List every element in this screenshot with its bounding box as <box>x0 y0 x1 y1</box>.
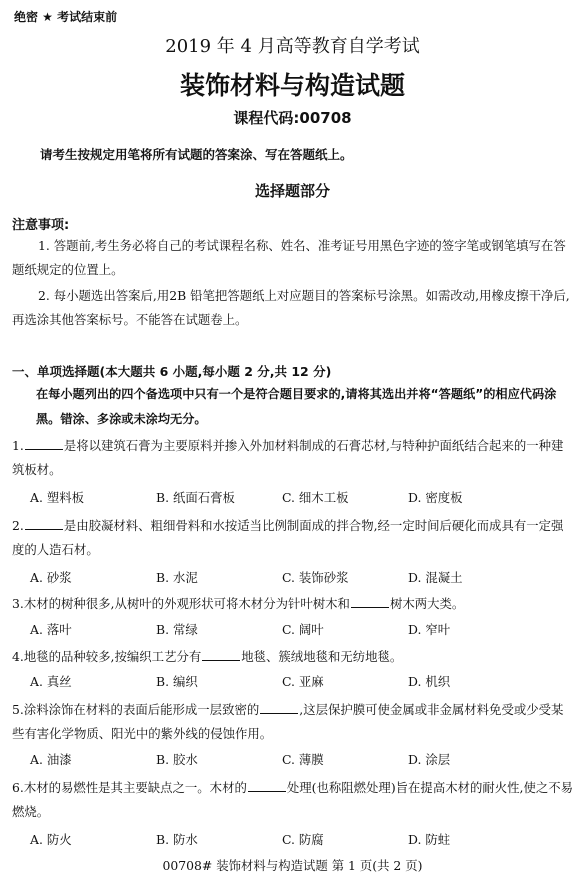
options-4 <box>30 672 570 696</box>
option-c: C. 阔叶 <box>282 622 324 637</box>
options-1 <box>30 488 570 512</box>
answer-blank <box>25 435 63 450</box>
page-footer: 00708# 装饰材料与构造试题 第 1 页(共 2 页) <box>162 858 423 873</box>
page-title: 装饰材料与构造试题 <box>179 71 405 100</box>
question-text-after: 处理(也称阻燃处理)旨在提高木材的耐火性,使之不易燃烧。 <box>12 780 574 819</box>
answer-blank <box>260 699 298 714</box>
option-c: C. 防腐 <box>282 832 324 847</box>
option-b: B. 防水 <box>156 832 198 847</box>
answer-blank <box>25 515 63 530</box>
options-2 <box>30 568 570 592</box>
option-a: A. 塑料板 <box>30 490 84 505</box>
answer-blank <box>248 777 286 792</box>
part-heading: 一、单项选择题(本大题共 6 小题,每小题 2 分,共 12 分) <box>12 364 332 379</box>
question-6 <box>12 776 574 824</box>
options-5 <box>30 750 570 774</box>
section-title: 选择题部分 <box>254 182 330 200</box>
option-d: D. 涂层 <box>408 752 451 767</box>
question-number: 3. <box>12 596 24 611</box>
question-text-before: 木材的树种很多,从树叶的外观形状可将木材分为针叶树木和 <box>23 596 350 611</box>
option-d: D. 机织 <box>408 674 451 689</box>
question-number: 5. <box>12 702 24 717</box>
notice-item-1: 1. 答题前,考生务必将自己的考试课程名称、姓名、准考证号用黑色字迹的签字笔或钢笔填写在答题纸规定的位置上。 <box>12 238 566 277</box>
notice-item-2: 2. 每小题选出答案后,用2B 铅笔把答题纸上对应题目的答案标号涂黑。如需改动,用橡皮擦干净后,再选涂其他答案标号。不能答在试题卷上。 <box>12 288 570 327</box>
part-description: 在每小题列出的四个备选项中只有一个是符合题目要求的,请将其选出并将“答题纸”的相应代码涂黑。错涂、多涂或未涂均无分。 <box>36 387 557 426</box>
exam-date: 2019 年 4 月高等教育自学考试 <box>165 36 420 57</box>
question-4 <box>12 645 574 669</box>
course-code: 课程代码:00708 <box>233 109 352 127</box>
question-5 <box>12 698 574 746</box>
option-c: C. 亚麻 <box>282 674 324 689</box>
notice-heading: 注意事项: <box>12 218 70 233</box>
option-a: A. 砂浆 <box>30 570 72 585</box>
question-text-after: 树木两大类。 <box>389 596 465 611</box>
confidential-tag: 绝密 ★ 考试结束前 <box>14 10 118 24</box>
option-a: A. 油漆 <box>30 752 72 767</box>
answer-blank <box>351 593 389 608</box>
question-3 <box>12 592 574 616</box>
option-a: A. 防火 <box>30 832 72 847</box>
question-number: 6. <box>12 780 24 795</box>
question-number: 1. <box>12 438 24 453</box>
question-text-before: 涂料涂饰在材料的表面后能形成一层致密的 <box>23 702 260 717</box>
option-c: C. 装饰砂浆 <box>282 570 349 585</box>
answer-blank <box>202 646 240 661</box>
question-text-before: 木材的易燃性是其主要缺点之一。木材的 <box>23 780 247 795</box>
question-text: 是将以建筑石膏为主要原料并掺入外加材料制成的石膏芯材,与特种护面纸结合起来的一种建筑板材。 <box>12 438 564 477</box>
option-d: D. 密度板 <box>408 490 463 505</box>
option-b: B. 编织 <box>156 674 198 689</box>
option-b: B. 水泥 <box>156 570 198 585</box>
option-c: C. 细木工板 <box>282 490 349 505</box>
question-text-before: 地毯的品种较多,按编织工艺分有 <box>23 649 202 664</box>
question-text: 是由胶凝材料、粗细骨料和水按适当比例制面成的拌合物,经一定时间后硬化而成具有一定强度的人造石材。 <box>12 518 564 557</box>
option-c: C. 薄膜 <box>282 752 324 767</box>
option-d: D. 窄叶 <box>408 622 451 637</box>
option-b: B. 胶水 <box>156 752 198 767</box>
option-b: B. 纸面石膏板 <box>156 490 235 505</box>
question-text-after: 地毯、簇绒地毯和无纺地毯。 <box>241 649 403 664</box>
question-2 <box>12 514 574 562</box>
option-d: D. 防蛀 <box>408 832 451 847</box>
option-b: B. 常绿 <box>156 622 198 637</box>
option-a: A. 落叶 <box>30 622 72 637</box>
options-3 <box>30 620 570 644</box>
question-number: 2. <box>12 518 24 533</box>
option-a: A. 真丝 <box>30 674 72 689</box>
question-number: 4. <box>12 649 24 664</box>
question-text-after: ,这层保护膜可使金属或非金属材料免受或少受某些有害化学物质、阳光中的紫外线的侵蚀作用。 <box>12 702 564 741</box>
option-d: D. 混凝土 <box>408 570 463 585</box>
question-1 <box>12 434 574 482</box>
options-6 <box>30 830 570 854</box>
answer-instruction: 请考生按规定用笔将所有试题的答案涂、写在答题纸上。 <box>40 147 353 162</box>
